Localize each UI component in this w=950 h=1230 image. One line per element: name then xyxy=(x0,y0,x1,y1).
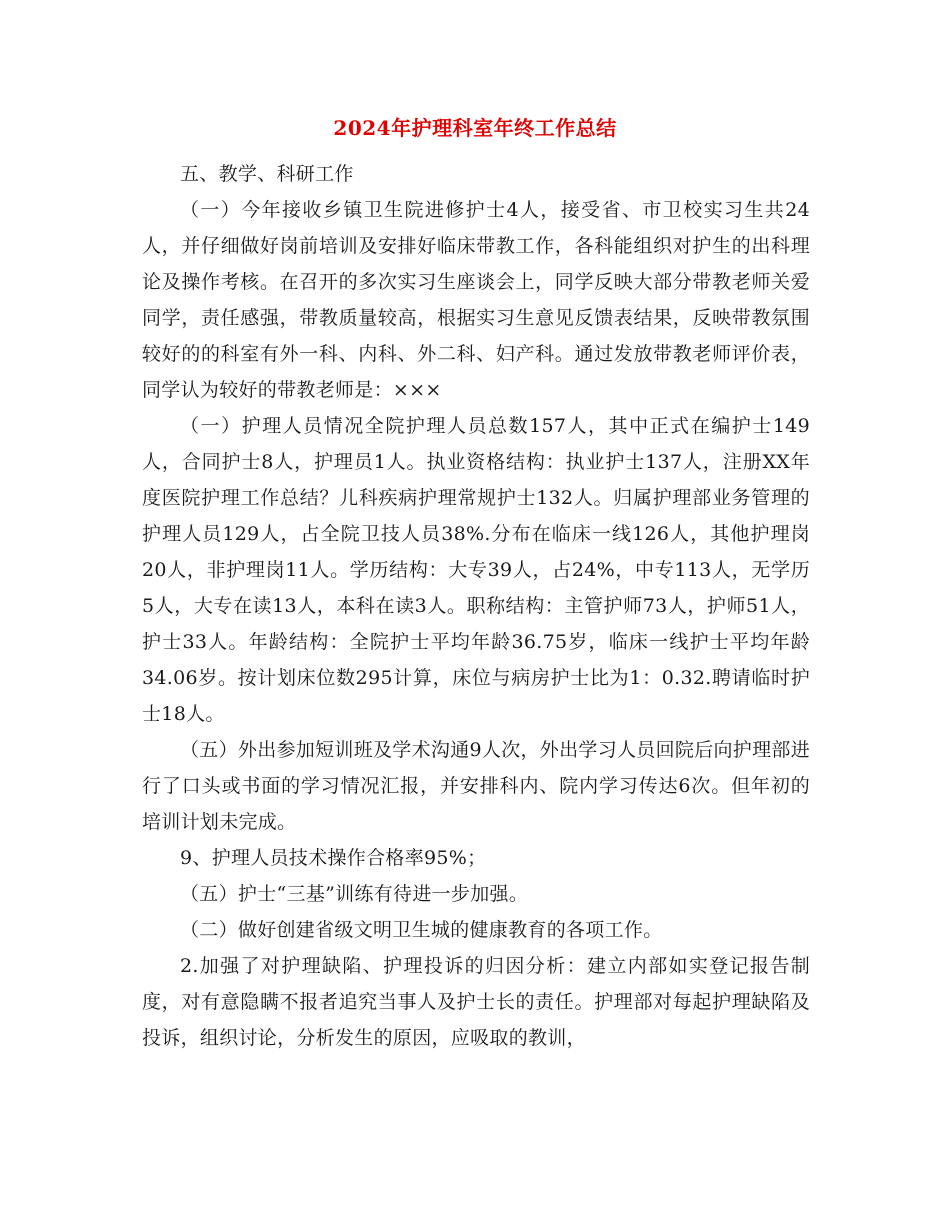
document-title: 2024年护理科室年终工作总结 xyxy=(333,116,617,140)
paragraph-training: （五）外出参加短训班及学术沟通9人次，外出学习人员回院后向护理部进行了口头或书面的学习情况汇报，并安排科内、院内学习传达6次。但年初的培训计划未完成。 xyxy=(142,739,810,833)
paragraph-defect-analysis: 2.加强了对护理缺陷、护理投诉的归因分析：建立内部如实登记报告制度，对有意隐瞒不报者追究当事人及护士长的责任。护理部对每起护理缺陷及投诉，组织讨论，分析发生的原因，应吸取的教训， xyxy=(142,955,810,1049)
paragraph-health-education: （二）做好创建省级文明卫生城的健康教育的各项工作。 xyxy=(180,919,663,941)
paragraph-staff-statistics: （一）护理人员情况全院护理人员总数157人，其中正式在编护士149人，合同护士8人，护理员1人。执业资格结构：执业护士137人，注册XX年度医院护理工作总结？儿科疾病护理常规护士132人。归属护理部业务管理的护理人员129人，占全院卫技人员38%.分布在临床一线126人，其他护理岗20人，非护理岗11人。学历结构：大专39人，占24%，中专113人，无学历5人，大专在读13人，本科在读3人。职称结构：主管护师73人，护师51人，护士33人。年龄结构：全院护士平均年龄36.75岁，临床一线护士平均年龄34.06岁。按计划床位数295计算，床位与病房护士比为1：0.32.聘请临时护士18人。 xyxy=(142,415,810,725)
section-heading: 五、教学、科研工作 xyxy=(180,163,354,185)
document-body xyxy=(142,156,810,1056)
paragraph-internship: （一）今年接收乡镇卫生院进修护士4人，接受省、市卫校实习生共24人，并仔细做好岗前培训及安排好临床带教工作，各科能组织对护生的出科理论及操作考核。在召开的多次实习生座谈会上，同学反映大部分带教老师关爱同学，责任感强，带教质量较高，根据实习生意见反馈表结果，反映带教氛围较好的的科室有外一科、内科、外二科、妇产科。通过发放带教老师评价表，同学认为较好的带教老师是：××× xyxy=(142,199,810,401)
paragraph-pass-rate: 9、护理人员技术操作合格率95%； xyxy=(180,847,487,869)
paragraph-three-basics: （五）护士“三基”训练有待进一步加强。 xyxy=(180,883,529,905)
